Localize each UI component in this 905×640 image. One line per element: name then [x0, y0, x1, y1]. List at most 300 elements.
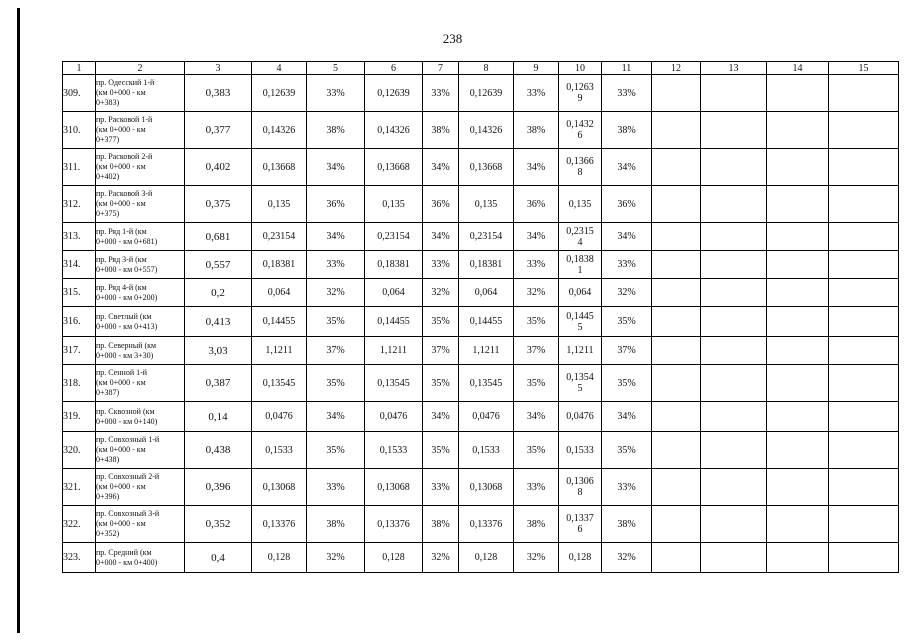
- percent-cell-7: 34%: [423, 223, 459, 251]
- length-cell: 0,352: [185, 506, 252, 543]
- value-cell-10: [559, 251, 602, 279]
- percent-cell-7: 34%: [423, 402, 459, 432]
- empty-cell-13: [701, 149, 767, 186]
- row-number-cell: 313.: [63, 223, 96, 251]
- row-number-cell: 314.: [63, 251, 96, 279]
- value-line: 0,1337: [566, 513, 594, 524]
- column-header-6: 6: [365, 62, 423, 75]
- value-cell-10: [559, 365, 602, 402]
- column-header-15: 15: [829, 62, 899, 75]
- value-line: 0,1354: [566, 372, 594, 383]
- value-cell-10: [559, 469, 602, 506]
- value-line: 1,1211: [566, 345, 594, 356]
- value-line: 0,1306: [566, 476, 594, 487]
- value-cell-8: 0,1533: [459, 432, 514, 469]
- table-row: [63, 149, 899, 186]
- value-line: 0,0476: [566, 411, 594, 422]
- table-row: [63, 186, 899, 223]
- empty-cell-13: [701, 432, 767, 469]
- empty-cell-15: [829, 279, 899, 307]
- length-cell: 0,383: [185, 75, 252, 112]
- street-name-line: пр. Ряд 1-й (км: [96, 226, 147, 236]
- percent-cell-5: 33%: [307, 75, 365, 112]
- column-header-2: 2: [96, 62, 185, 75]
- header-row: [63, 62, 899, 75]
- percent-cell-9: 35%: [514, 432, 559, 469]
- percent-cell-9: 34%: [514, 402, 559, 432]
- empty-cell-14: [767, 112, 829, 149]
- empty-cell-15: [829, 112, 899, 149]
- empty-cell-12: [652, 307, 701, 337]
- percent-cell-5: 35%: [307, 365, 365, 402]
- percent-cell-11: 33%: [602, 469, 652, 506]
- percent-cell-7: 33%: [423, 251, 459, 279]
- percent-cell-11: 33%: [602, 251, 652, 279]
- percent-cell-5: 36%: [307, 186, 365, 223]
- street-name-cell: [96, 469, 185, 506]
- value-line: 8: [577, 167, 583, 178]
- value-cell-10: [559, 506, 602, 543]
- street-name-line: пр. Совхозный 3-й: [96, 509, 160, 518]
- empty-cell-14: [767, 365, 829, 402]
- empty-cell-12: [652, 279, 701, 307]
- percent-cell-11: 38%: [602, 112, 652, 149]
- street-name-line: (км 0+000 - км: [96, 199, 146, 208]
- value-line: 0,1263: [566, 82, 594, 93]
- table-row: [63, 223, 899, 251]
- column-header-7: 7: [423, 62, 459, 75]
- table-row: [63, 402, 899, 432]
- empty-cell-14: [767, 279, 829, 307]
- row-number-cell: 315.: [63, 279, 96, 307]
- value-cell-8: 0,23154: [459, 223, 514, 251]
- street-name-line: 0+000 - км 0+400): [96, 557, 158, 567]
- empty-cell-13: [701, 75, 767, 112]
- row-number-cell: 318.: [63, 365, 96, 402]
- row-number-cell: 320.: [63, 432, 96, 469]
- empty-cell-13: [701, 223, 767, 251]
- value-cell-4: 0,18381: [252, 251, 307, 279]
- value-cell-8: 0,14455: [459, 307, 514, 337]
- value-cell-10: [559, 75, 602, 112]
- value-cell-10: [559, 402, 602, 432]
- percent-cell-7: 38%: [423, 112, 459, 149]
- percent-cell-5: 32%: [307, 279, 365, 307]
- table-row: [63, 469, 899, 506]
- value-line: 0,1366: [566, 156, 594, 167]
- percent-cell-9: 37%: [514, 337, 559, 365]
- empty-cell-15: [829, 186, 899, 223]
- percent-cell-11: 32%: [602, 543, 652, 573]
- value-cell-6: 0,0476: [365, 402, 423, 432]
- street-name-cell: [96, 432, 185, 469]
- value-cell-4: 0,14455: [252, 307, 307, 337]
- table-row: [63, 432, 899, 469]
- table-header: [63, 62, 899, 75]
- empty-cell-12: [652, 112, 701, 149]
- percent-cell-7: 33%: [423, 469, 459, 506]
- empty-cell-13: [701, 543, 767, 573]
- empty-cell-15: [829, 469, 899, 506]
- length-cell: 0,377: [185, 112, 252, 149]
- column-header-5: 5: [307, 62, 365, 75]
- value-cell-8: 0,128: [459, 543, 514, 573]
- percent-cell-11: 34%: [602, 402, 652, 432]
- value-cell-4: 0,128: [252, 543, 307, 573]
- street-name-line: (км 0+000 - км: [96, 125, 146, 134]
- value-cell-6: 0,13545: [365, 365, 423, 402]
- row-number-cell: 319.: [63, 402, 96, 432]
- value-cell-10: [559, 223, 602, 251]
- empty-cell-12: [652, 337, 701, 365]
- value-cell-6: 1,1211: [365, 337, 423, 365]
- street-name-cell: [96, 402, 185, 432]
- value-cell-8: 0,135: [459, 186, 514, 223]
- value-line: 0,1432: [566, 119, 594, 130]
- empty-cell-12: [652, 365, 701, 402]
- value-line: 1: [577, 264, 583, 276]
- street-name-line: (км 0+000 - км: [96, 445, 146, 454]
- value-cell-8: 1,1211: [459, 337, 514, 365]
- percent-cell-11: 35%: [602, 307, 652, 337]
- table-row: [63, 112, 899, 149]
- length-cell: 0,396: [185, 469, 252, 506]
- street-name-line: пр. Средний (км: [96, 547, 152, 557]
- column-header-8: 8: [459, 62, 514, 75]
- length-cell: 0,387: [185, 365, 252, 402]
- value-cell-8: 0,064: [459, 279, 514, 307]
- value-cell-4: 1,1211: [252, 337, 307, 365]
- value-line: 0,2315: [566, 225, 594, 237]
- percent-cell-11: 36%: [602, 186, 652, 223]
- empty-cell-12: [652, 402, 701, 432]
- length-cell: 0,557: [185, 251, 252, 279]
- value-line: 8: [577, 487, 583, 498]
- column-header-14: 14: [767, 62, 829, 75]
- empty-cell-13: [701, 307, 767, 337]
- percent-cell-5: 35%: [307, 307, 365, 337]
- percent-cell-9: 34%: [514, 149, 559, 186]
- table-row: [63, 543, 899, 573]
- percent-cell-11: 38%: [602, 506, 652, 543]
- street-name-line: 0+000 - км 0+200): [96, 292, 158, 302]
- street-name-cell: [96, 543, 185, 573]
- percent-cell-7: 32%: [423, 279, 459, 307]
- percent-cell-5: 37%: [307, 337, 365, 365]
- empty-cell-13: [701, 251, 767, 279]
- empty-cell-14: [767, 402, 829, 432]
- value-cell-4: 0,13376: [252, 506, 307, 543]
- length-cell: 0,402: [185, 149, 252, 186]
- empty-cell-13: [701, 279, 767, 307]
- percent-cell-7: 32%: [423, 543, 459, 573]
- table-row: [63, 506, 899, 543]
- column-header-1: 1: [63, 62, 96, 75]
- percent-cell-11: 33%: [602, 75, 652, 112]
- row-number-cell: 322.: [63, 506, 96, 543]
- length-cell: 0,4: [185, 543, 252, 573]
- street-name-line: 0+000 - км 0+413): [96, 321, 158, 331]
- data-table: [62, 61, 899, 573]
- empty-cell-15: [829, 337, 899, 365]
- value-line: 6: [577, 130, 583, 141]
- street-name-line: пр. Расковой 2-й: [96, 152, 153, 161]
- street-name-line: пр. Сквозной (км: [96, 406, 155, 416]
- value-cell-10: [559, 279, 602, 307]
- percent-cell-9: 34%: [514, 223, 559, 251]
- percent-cell-9: 36%: [514, 186, 559, 223]
- row-number-cell: 311.: [63, 149, 96, 186]
- value-line: 0,1533: [566, 444, 594, 456]
- street-name-line: (км 0+000 - км: [96, 482, 146, 491]
- percent-cell-9: 33%: [514, 251, 559, 279]
- street-name-cell: [96, 251, 185, 279]
- empty-cell-12: [652, 75, 701, 112]
- percent-cell-9: 35%: [514, 307, 559, 337]
- row-number-cell: 310.: [63, 112, 96, 149]
- value-cell-6: 0,13068: [365, 469, 423, 506]
- percent-cell-5: 34%: [307, 402, 365, 432]
- table-row: [63, 251, 899, 279]
- table-row: [63, 307, 899, 337]
- percent-cell-7: 38%: [423, 506, 459, 543]
- percent-cell-7: 34%: [423, 149, 459, 186]
- value-cell-10: [559, 186, 602, 223]
- length-cell: 0,438: [185, 432, 252, 469]
- value-cell-10: [559, 112, 602, 149]
- value-cell-6: 0,13376: [365, 506, 423, 543]
- value-cell-6: 0,23154: [365, 223, 423, 251]
- street-name-line: (км 0+000 - км: [96, 88, 146, 97]
- street-name-line: 0+000 - км 0+557): [96, 264, 158, 274]
- row-number-cell: 312.: [63, 186, 96, 223]
- street-name-line: пр. Ряд 3-й (км: [96, 254, 147, 264]
- value-cell-6: 0,064: [365, 279, 423, 307]
- value-cell-6: 0,128: [365, 543, 423, 573]
- street-name-line: (км 0+000 - км: [96, 162, 146, 171]
- value-line: 6: [577, 524, 583, 535]
- empty-cell-14: [767, 543, 829, 573]
- value-cell-8: 0,14326: [459, 112, 514, 149]
- empty-cell-15: [829, 432, 899, 469]
- empty-cell-15: [829, 307, 899, 337]
- percent-cell-5: 34%: [307, 223, 365, 251]
- value-line: 0,1838: [566, 253, 594, 265]
- value-cell-8: 0,12639: [459, 75, 514, 112]
- street-name-line: (км 0+000 - км: [96, 378, 146, 387]
- value-cell-6: 0,18381: [365, 251, 423, 279]
- street-name-line: 0+377): [96, 135, 120, 144]
- empty-cell-12: [652, 432, 701, 469]
- street-name-cell: [96, 337, 185, 365]
- empty-cell-15: [829, 402, 899, 432]
- percent-cell-7: 37%: [423, 337, 459, 365]
- value-cell-8: 0,13376: [459, 506, 514, 543]
- street-name-line: пр. Расковой 1-й: [96, 115, 153, 124]
- street-name-line: 0+000 - км 0+681): [96, 236, 158, 246]
- length-cell: 0,14: [185, 402, 252, 432]
- value-cell-6: 0,14455: [365, 307, 423, 337]
- empty-cell-14: [767, 223, 829, 251]
- value-line: 9: [577, 93, 583, 104]
- value-line: 4: [577, 236, 583, 248]
- value-cell-8: 0,13068: [459, 469, 514, 506]
- street-name-cell: [96, 307, 185, 337]
- street-name-line: пр. Сенной 1-й: [96, 368, 148, 377]
- street-name-line: пр. Светлый (км: [96, 311, 152, 321]
- value-cell-10: [559, 432, 602, 469]
- empty-cell-13: [701, 469, 767, 506]
- empty-cell-13: [701, 506, 767, 543]
- street-name-cell: [96, 112, 185, 149]
- empty-cell-15: [829, 149, 899, 186]
- street-name-line: 0+396): [96, 492, 120, 501]
- street-name-line: 0+000 - км 3+30): [96, 350, 154, 360]
- street-name-cell: [96, 223, 185, 251]
- value-line: 0,1445: [566, 310, 594, 322]
- table-row: [63, 279, 899, 307]
- value-cell-4: 0,13068: [252, 469, 307, 506]
- empty-cell-14: [767, 149, 829, 186]
- value-cell-4: 0,1533: [252, 432, 307, 469]
- street-name-line: 0+375): [96, 209, 120, 218]
- street-name-cell: [96, 506, 185, 543]
- percent-cell-11: 34%: [602, 149, 652, 186]
- empty-cell-14: [767, 186, 829, 223]
- percent-cell-9: 33%: [514, 75, 559, 112]
- empty-cell-12: [652, 223, 701, 251]
- value-line: 0,128: [568, 552, 592, 563]
- empty-cell-13: [701, 112, 767, 149]
- empty-cell-12: [652, 543, 701, 573]
- empty-cell-15: [829, 251, 899, 279]
- value-cell-4: 0,14326: [252, 112, 307, 149]
- percent-cell-11: 32%: [602, 279, 652, 307]
- column-header-9: 9: [514, 62, 559, 75]
- table-row: [63, 75, 899, 112]
- street-name-line: пр. Совхозный 2-й: [96, 472, 160, 481]
- empty-cell-14: [767, 337, 829, 365]
- column-header-11: 11: [602, 62, 652, 75]
- percent-cell-5: 33%: [307, 469, 365, 506]
- street-name-line: пр. Ряд 4-й (км: [96, 282, 147, 292]
- value-cell-10: [559, 149, 602, 186]
- percent-cell-5: 33%: [307, 251, 365, 279]
- street-name-line: пр. Расковой 3-й: [96, 189, 153, 198]
- empty-cell-13: [701, 365, 767, 402]
- value-cell-6: 0,12639: [365, 75, 423, 112]
- value-line: 5: [577, 383, 583, 394]
- percent-cell-11: 34%: [602, 223, 652, 251]
- street-name-cell: [96, 365, 185, 402]
- value-cell-6: 0,14326: [365, 112, 423, 149]
- column-header-3: 3: [185, 62, 252, 75]
- row-number-cell: 317.: [63, 337, 96, 365]
- row-number-cell: 323.: [63, 543, 96, 573]
- street-name-cell: [96, 279, 185, 307]
- length-cell: 3,03: [185, 337, 252, 365]
- empty-cell-12: [652, 149, 701, 186]
- percent-cell-11: 35%: [602, 365, 652, 402]
- street-name-line: 0+438): [96, 455, 120, 464]
- empty-cell-13: [701, 186, 767, 223]
- value-cell-10: [559, 337, 602, 365]
- street-name-line: 0+402): [96, 172, 120, 181]
- value-cell-6: 0,135: [365, 186, 423, 223]
- percent-cell-11: 37%: [602, 337, 652, 365]
- column-header-10: 10: [559, 62, 602, 75]
- empty-cell-12: [652, 186, 701, 223]
- empty-cell-12: [652, 251, 701, 279]
- street-name-line: 0+387): [96, 388, 120, 397]
- percent-cell-9: 32%: [514, 279, 559, 307]
- percent-cell-9: 35%: [514, 365, 559, 402]
- street-name-cell: [96, 186, 185, 223]
- empty-cell-14: [767, 432, 829, 469]
- street-name-line: пр. Северный (км: [96, 340, 157, 350]
- value-cell-4: 0,23154: [252, 223, 307, 251]
- column-header-4: 4: [252, 62, 307, 75]
- length-cell: 0,681: [185, 223, 252, 251]
- percent-cell-5: 32%: [307, 543, 365, 573]
- row-number-cell: 309.: [63, 75, 96, 112]
- value-cell-4: 0,13545: [252, 365, 307, 402]
- percent-cell-7: 35%: [423, 432, 459, 469]
- value-cell-8: 0,13668: [459, 149, 514, 186]
- column-header-12: 12: [652, 62, 701, 75]
- percent-cell-5: 35%: [307, 432, 365, 469]
- left-margin-rule: [17, 8, 20, 633]
- empty-cell-15: [829, 543, 899, 573]
- table-body: [63, 75, 899, 573]
- value-cell-4: 0,13668: [252, 149, 307, 186]
- length-cell: 0,375: [185, 186, 252, 223]
- value-cell-8: 0,0476: [459, 402, 514, 432]
- percent-cell-5: 38%: [307, 506, 365, 543]
- value-cell-4: 0,064: [252, 279, 307, 307]
- column-header-13: 13: [701, 62, 767, 75]
- percent-cell-7: 33%: [423, 75, 459, 112]
- page-number: 238: [442, 31, 463, 46]
- percent-cell-11: 35%: [602, 432, 652, 469]
- empty-cell-15: [829, 223, 899, 251]
- percent-cell-9: 38%: [514, 506, 559, 543]
- value-cell-10: [559, 307, 602, 337]
- street-name-line: пр. Одесский 1-й: [96, 78, 155, 87]
- value-cell-4: 0,12639: [252, 75, 307, 112]
- street-name-line: пр. Совхозный 1-й: [96, 435, 160, 444]
- percent-cell-9: 32%: [514, 543, 559, 573]
- percent-cell-7: 35%: [423, 307, 459, 337]
- value-cell-4: 0,0476: [252, 402, 307, 432]
- percent-cell-5: 38%: [307, 112, 365, 149]
- empty-cell-15: [829, 365, 899, 402]
- percent-cell-7: 35%: [423, 365, 459, 402]
- value-cell-8: 0,13545: [459, 365, 514, 402]
- value-cell-10: [559, 543, 602, 573]
- empty-cell-14: [767, 251, 829, 279]
- value-cell-6: 0,13668: [365, 149, 423, 186]
- value-line: 0,064: [568, 287, 592, 298]
- value-line: 0,135: [568, 198, 592, 210]
- empty-cell-14: [767, 307, 829, 337]
- street-name-line: 0+000 - км 0+140): [96, 416, 158, 426]
- empty-cell-14: [767, 506, 829, 543]
- length-cell: 0,413: [185, 307, 252, 337]
- percent-cell-5: 34%: [307, 149, 365, 186]
- percent-cell-9: 33%: [514, 469, 559, 506]
- value-cell-8: 0,18381: [459, 251, 514, 279]
